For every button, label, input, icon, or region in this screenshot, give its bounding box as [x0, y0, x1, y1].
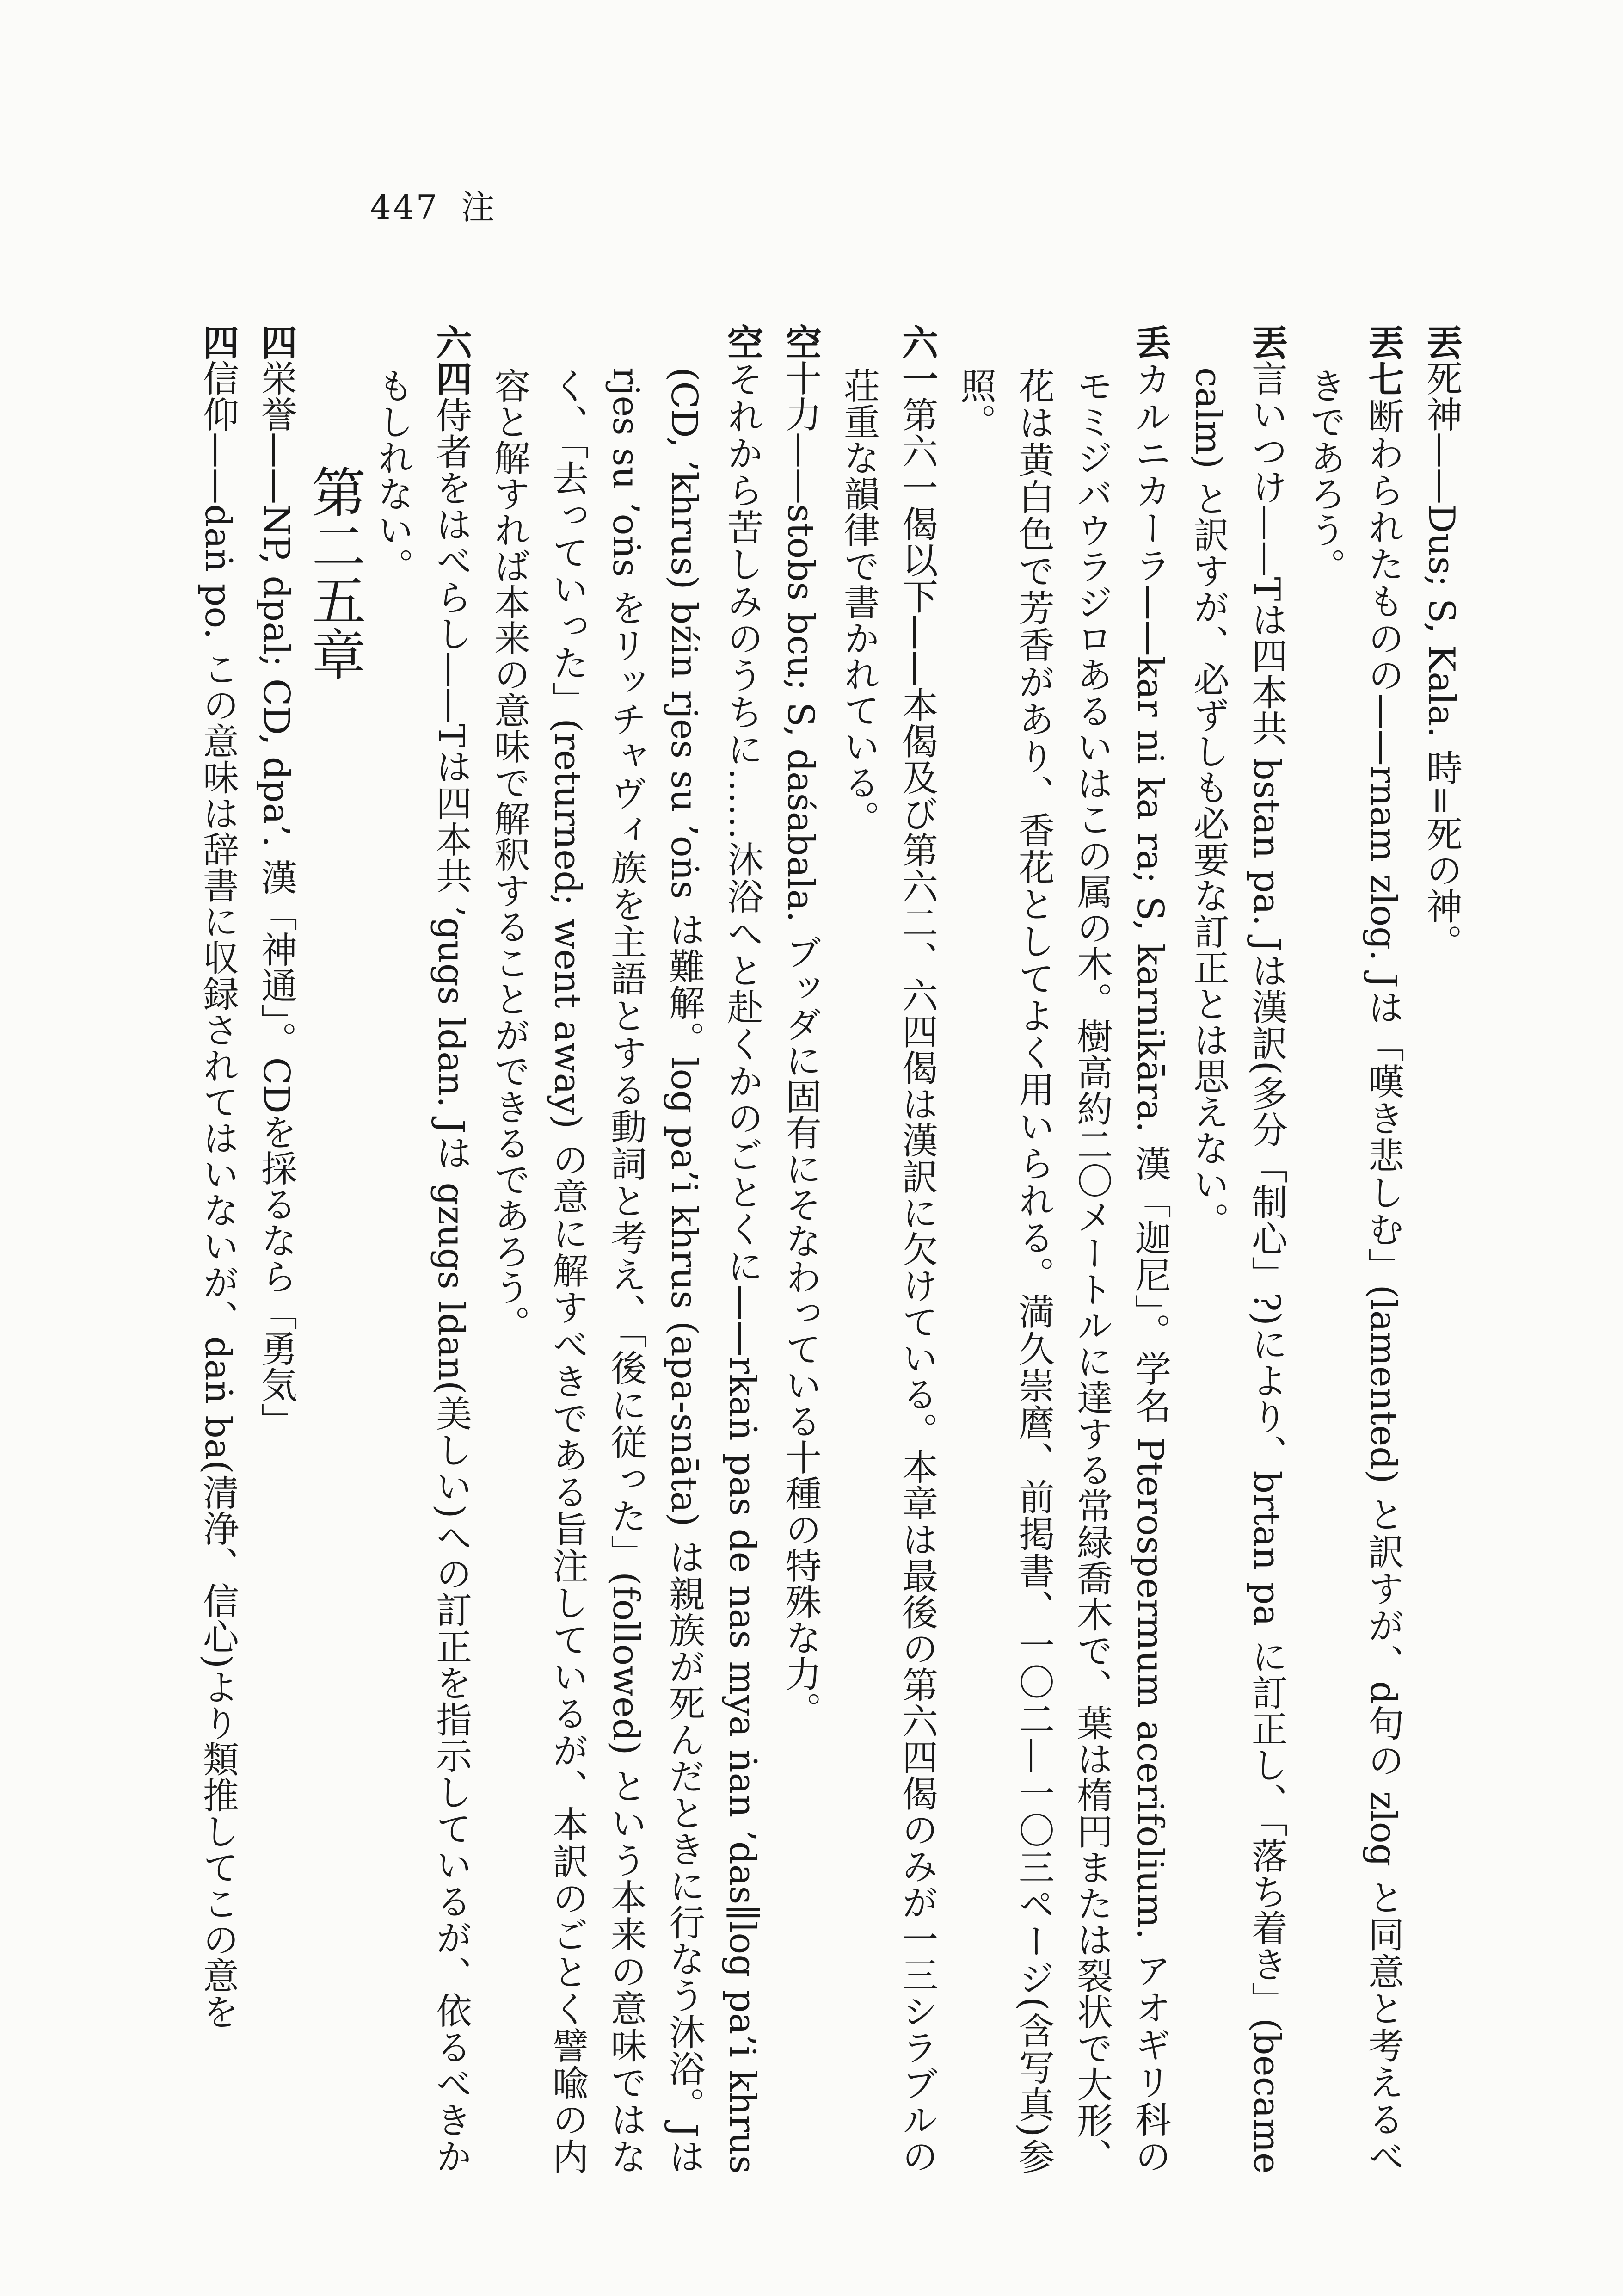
- note-number: 四: [197, 324, 239, 360]
- note-text: 言いつけ——Tは四本共 bstan pa. Jは漢訳(多分「制心」?)により、brtan pa に訂正し、「落ち着き」(became calm) と訳すが、必ずしも必要な訂正とは思えない。: [1187, 360, 1287, 2174]
- note: [1179, 324, 1296, 2174]
- note-text: 栄誉——NP, dpal; CD, dpa’. 漢「神通」。CDを採るなら「勇気」: [255, 360, 297, 1438]
- note-number: 丟: [1420, 324, 1463, 360]
- note-text: 第六一偈以下——本偈及び第六二、六四偈は漢訳に欠けている。本章は最後の第六四偈のみが一三シラブルの荘重な韻律で書かれている。: [838, 367, 938, 2174]
- note-text: 断わられたものの——rnam zlog. Jは「嘆き悲しむ」(lamented) と訳すが、d句の zlog と同意と考えるべきであろう。: [1304, 367, 1404, 2174]
- note-number: 空: [721, 324, 763, 361]
- note-text: 信仰——daṅ po. この意味は辞書に収録されてはいないが、daṅ ba(清浄、信心)より類推してこの意を: [197, 360, 239, 2030]
- note: [363, 324, 480, 2174]
- section-label: 注: [461, 188, 497, 227]
- note: [771, 324, 830, 2174]
- note: [189, 324, 247, 2174]
- running-head: [370, 180, 496, 228]
- note-number: 丟七: [1362, 324, 1404, 398]
- note: [247, 324, 305, 2174]
- note-text: 死神——Dus; S, Kala. 時=死の神。: [1420, 360, 1462, 960]
- note: [1412, 324, 1470, 2174]
- note-text: カルニカーラ——kar ni ka ra; S, karnikāra. 漢「迦尼」。学名 Pterospermum acerifolium. アオギリ科のモミジバウラジロあるいはこの属の木。樹高約二〇メートルに達する常緑喬木で、葉は楕円または裂状で大形、花は黄白色で芳香があり、香花としてよく用いられる。満久崇麿、前掲書、一〇二—一〇三ページ(含写真)参照。: [954, 361, 1171, 2174]
- note-number: 六四: [430, 324, 472, 397]
- note: [480, 324, 771, 2174]
- note-number: 丢: [1129, 324, 1171, 361]
- note-number: 丟: [1246, 324, 1288, 360]
- note: [1296, 324, 1412, 2174]
- note: [946, 324, 1179, 2174]
- page-number: 447: [370, 188, 439, 227]
- note-number: 六一: [896, 324, 938, 396]
- chapter-heading: 第二五章: [303, 464, 366, 681]
- note: [830, 324, 946, 2174]
- note-text: 十力——stobs bcu; S, daśabala. ブッダに固有にそなわっている十種の特殊な力。: [780, 360, 821, 1728]
- note-number: 空: [780, 324, 822, 360]
- note-number: 四: [255, 324, 297, 360]
- note-text: 侍者をはべらし——Tは四本共 ’gugs ldan. Jは gzugs ldan(美しい)への訂正を指示しているが、依るべきかもしれない。: [372, 367, 472, 2174]
- notes-body: [189, 324, 1470, 2174]
- note-text: それから苦しみのうちに……沐浴へと赴くかのごとくに——rkaṅ pas de nas mya ṅan ’das∥log pa’i khrus (CD, ’khrus) bźin rjes su ’oṅs は難解。log pa’i khrus (apa-snāta) は親族が死んだときに行なう沐浴。Jは rjes su ’oṅs をリッチャヴィ族を主語とする動詞と考え、「後に従った」(followed) という本来の意味ではなく、「去っていった」(returned; went away) の意に解すべきである旨注しているが、本訳のごとく譬喩の内容と解すれば本来の意味で解釈することができるであろう。: [488, 360, 763, 2174]
